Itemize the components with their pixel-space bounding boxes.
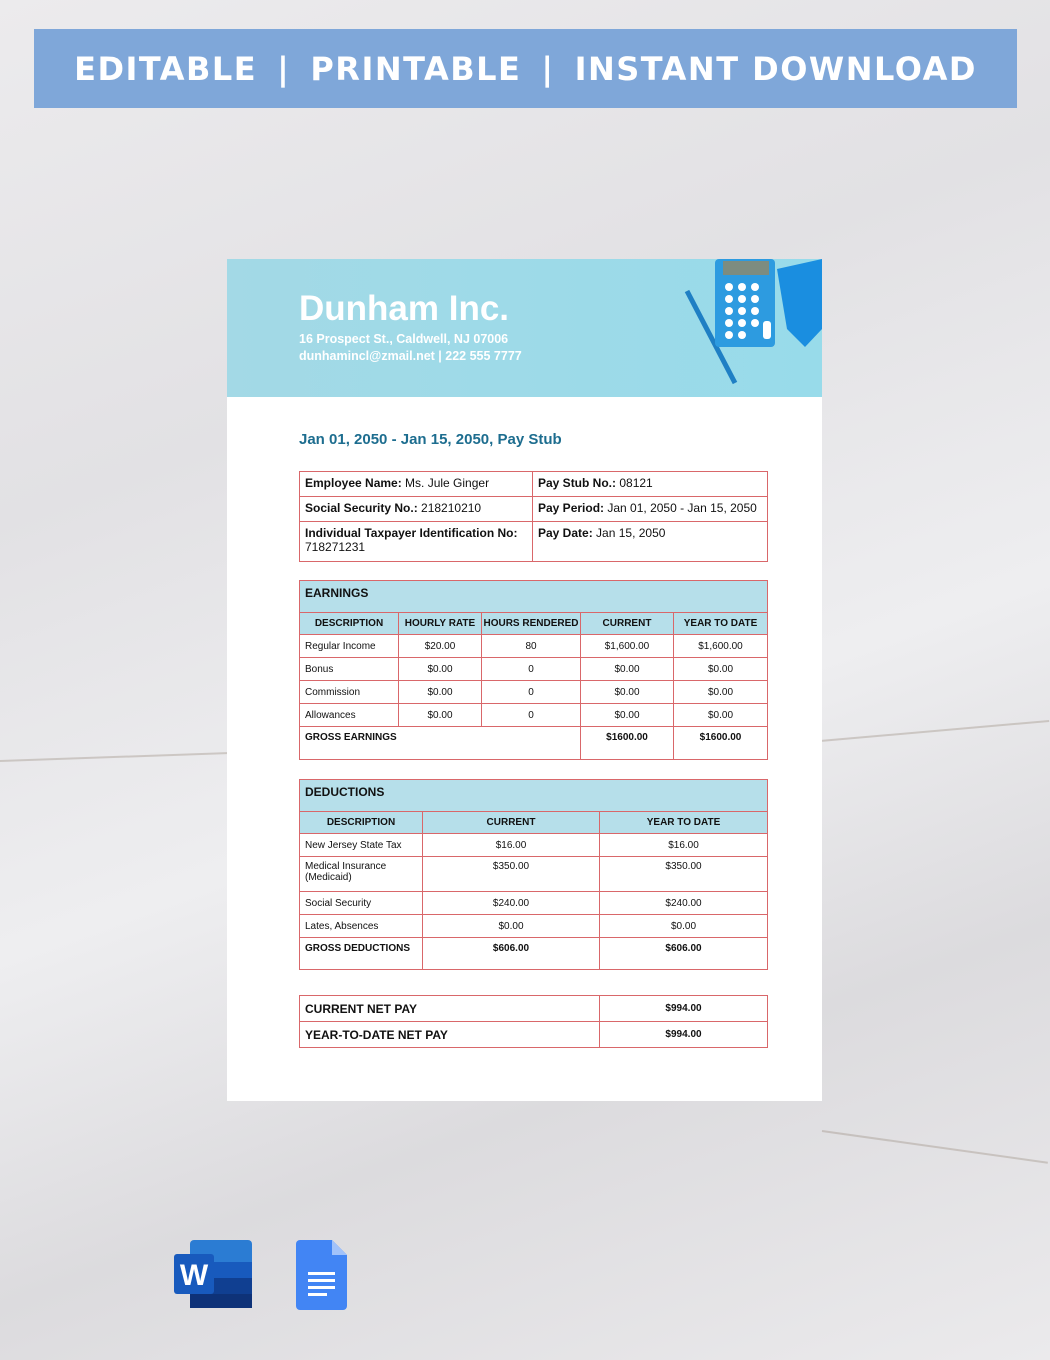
- cell: $240.00: [600, 892, 768, 915]
- net-pay-table: [299, 995, 768, 1048]
- cell: $0.00: [581, 704, 674, 727]
- cell: 0: [482, 704, 581, 727]
- cell: Lates, Absences: [300, 915, 423, 938]
- calculator-pencil-icon: [677, 259, 822, 389]
- ssn: 218210210: [417, 501, 482, 515]
- table-row: [300, 681, 768, 704]
- company-email-phone: dunhamincl@zmail.net | 222 555 7777: [299, 349, 522, 363]
- company-name: Dunham Inc.: [299, 289, 510, 328]
- table-row: [300, 658, 768, 681]
- label: Individual Taxpayer Identification No:: [305, 526, 518, 540]
- banner-printable: PRINTABLE: [310, 49, 522, 88]
- cell: $606.00: [600, 938, 768, 970]
- cell: $994.00: [600, 1022, 768, 1048]
- marble-vein: [822, 1130, 1048, 1164]
- marble-vein: [820, 720, 1049, 742]
- cell: New Jersey State Tax: [300, 834, 423, 857]
- cell: $1600.00: [581, 727, 674, 760]
- label: Employee Name:: [305, 476, 402, 490]
- cell: $16.00: [600, 834, 768, 857]
- itin: 718271231: [305, 540, 366, 554]
- cell: CURRENT NET PAY: [300, 996, 600, 1022]
- cell: $0.00: [581, 658, 674, 681]
- cell: $0.00: [674, 704, 768, 727]
- column-header: DESCRIPTION: [300, 812, 423, 834]
- cell: Bonus: [300, 658, 399, 681]
- column-header: DESCRIPTION: [300, 613, 399, 635]
- banner-separator: |: [541, 49, 555, 88]
- company-address: 16 Prospect St., Caldwell, NJ 07006: [299, 332, 509, 346]
- cell: Social Security: [300, 892, 423, 915]
- deductions-table: [299, 779, 768, 970]
- column-header: YEAR TO DATE: [674, 613, 768, 635]
- cell: $0.00: [581, 681, 674, 704]
- cell: $0.00: [399, 658, 482, 681]
- document-header: [227, 259, 822, 397]
- cell: $350.00: [423, 857, 600, 892]
- cell: $0.00: [399, 681, 482, 704]
- cell: Allowances: [300, 704, 399, 727]
- table-row: [300, 635, 768, 658]
- column-header: HOURS RENDERED: [482, 613, 581, 635]
- cell: Medical Insurance (Medicaid): [300, 857, 423, 892]
- label: Pay Date:: [538, 526, 593, 540]
- cell: 80: [482, 635, 581, 658]
- cell: $1,600.00: [674, 635, 768, 658]
- cell: 0: [482, 658, 581, 681]
- table-row: [300, 915, 768, 938]
- feature-banner: [34, 29, 1017, 108]
- svg-text:W: W: [179, 1259, 209, 1292]
- deductions-caption: DEDUCTIONS: [300, 780, 768, 812]
- cell: $0.00: [399, 704, 482, 727]
- company-contact: [299, 331, 522, 365]
- employee-info-table: [299, 471, 768, 562]
- microsoft-word-icon[interactable]: [174, 1238, 254, 1310]
- pay-period: Jan 01, 2050 - Jan 15, 2050: [604, 501, 757, 515]
- banner-download: INSTANT DOWNLOAD: [574, 49, 977, 88]
- pay-stub-title: Jan 01, 2050 - Jan 15, 2050, Pay Stub: [299, 431, 562, 448]
- label: Pay Period:: [538, 501, 605, 515]
- table-row: [300, 857, 768, 892]
- gross-earnings-row: [300, 727, 768, 760]
- cell: $606.00: [423, 938, 600, 970]
- pay-stub-document: [227, 259, 822, 1101]
- cell: GROSS EARNINGS: [300, 727, 581, 760]
- cell: GROSS DEDUCTIONS: [300, 938, 423, 970]
- current-net-pay-row: [300, 996, 768, 1022]
- cell: $350.00: [600, 857, 768, 892]
- cell: Commission: [300, 681, 399, 704]
- cell: $0.00: [600, 915, 768, 938]
- banner-editable: EDITABLE: [74, 49, 258, 88]
- pay-stub-number: 08121: [616, 476, 653, 490]
- google-docs-icon[interactable]: [296, 1240, 348, 1310]
- column-header: HOURLY RATE: [399, 613, 482, 635]
- cell: 0: [482, 681, 581, 704]
- table-row: [300, 892, 768, 915]
- cell: $0.00: [674, 658, 768, 681]
- cell: $240.00: [423, 892, 600, 915]
- earnings-table: [299, 580, 768, 760]
- banner-separator: |: [277, 49, 291, 88]
- cell: $0.00: [423, 915, 600, 938]
- cell: $1,600.00: [581, 635, 674, 658]
- label: Social Security No.:: [305, 501, 418, 515]
- column-header: YEAR TO DATE: [600, 812, 768, 834]
- table-row: [300, 834, 768, 857]
- cell: $16.00: [423, 834, 600, 857]
- table-row: [300, 704, 768, 727]
- cell: YEAR-TO-DATE NET PAY: [300, 1022, 600, 1048]
- cell: $0.00: [674, 681, 768, 704]
- column-header: CURRENT: [581, 613, 674, 635]
- employee-name: Ms. Jule Ginger: [401, 476, 490, 490]
- pay-date: Jan 15, 2050: [592, 526, 666, 540]
- ytd-net-pay-row: [300, 1022, 768, 1048]
- cell: $20.00: [399, 635, 482, 658]
- label: Pay Stub No.:: [538, 476, 617, 490]
- cell: $994.00: [600, 996, 768, 1022]
- column-header: CURRENT: [423, 812, 600, 834]
- cell: $1600.00: [674, 727, 768, 760]
- gross-deductions-row: [300, 938, 768, 970]
- earnings-caption: EARNINGS: [300, 581, 768, 613]
- cell: Regular Income: [300, 635, 399, 658]
